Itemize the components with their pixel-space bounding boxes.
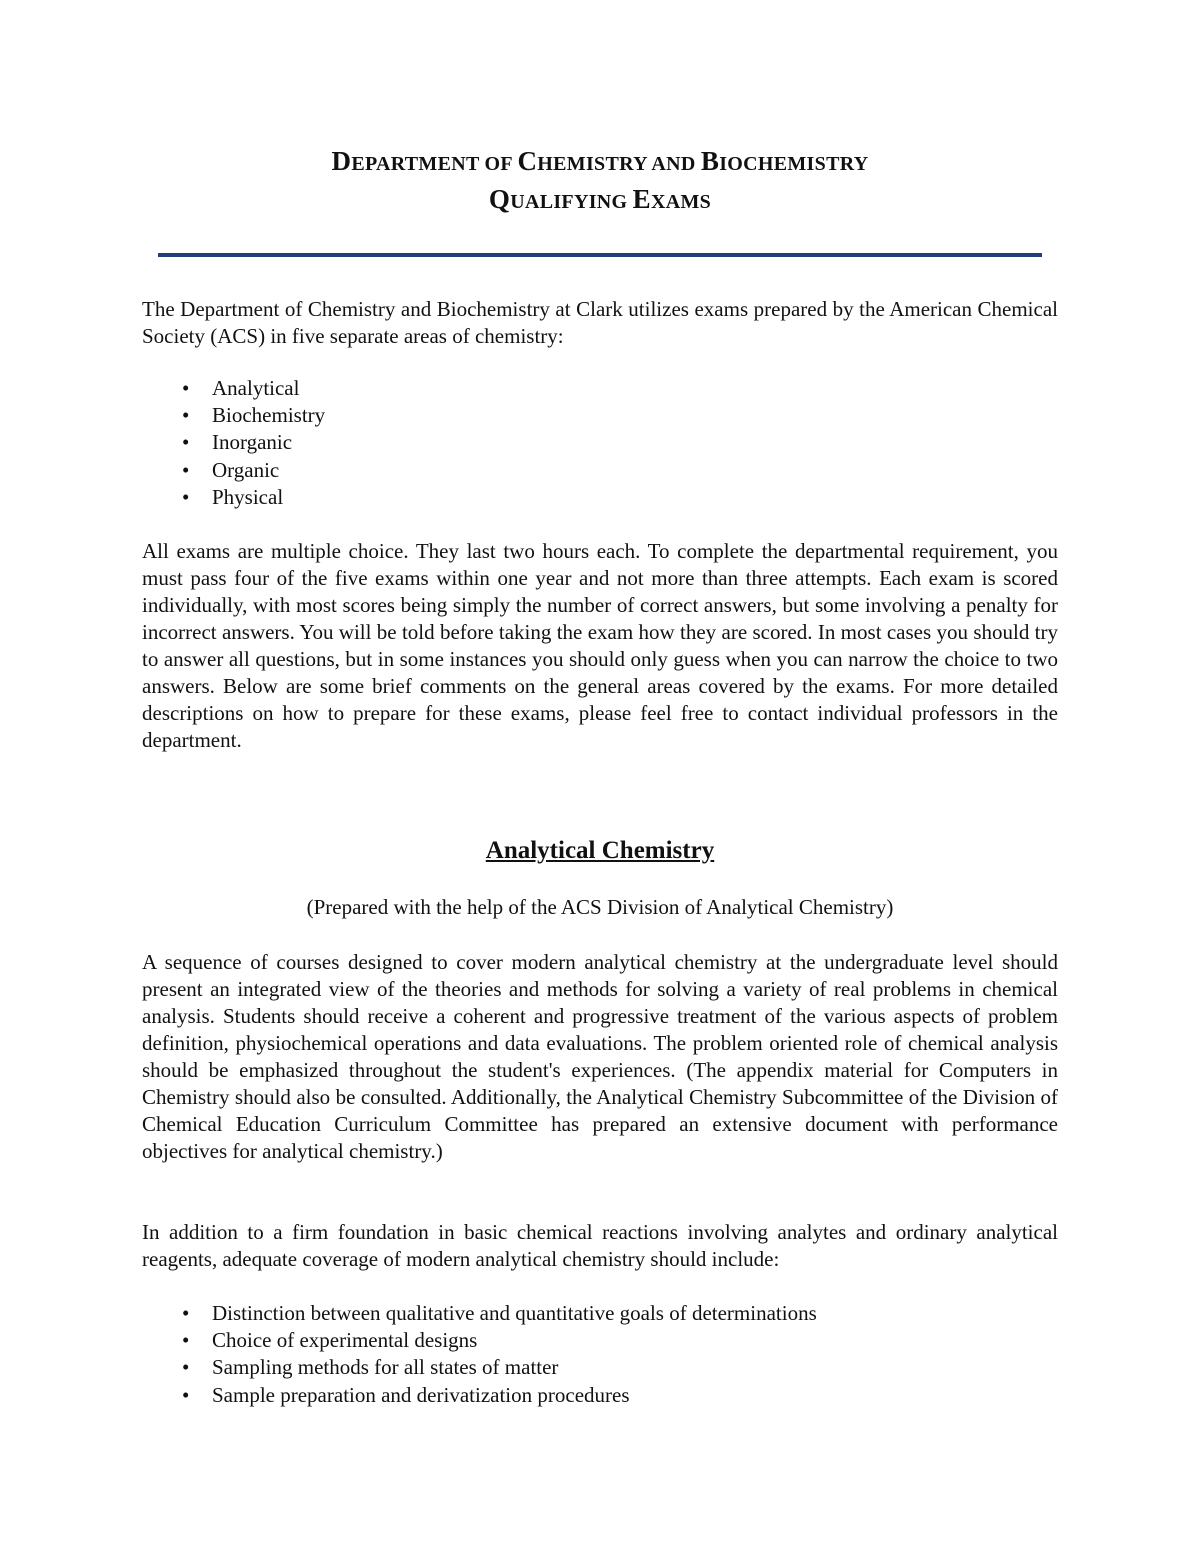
title-initial: Q xyxy=(488,184,511,214)
list-item-text: Physical xyxy=(212,484,284,509)
list-item-text: Distinction between qualitative and quantitative goals of determinations xyxy=(212,1301,817,1325)
bullet-icon: • xyxy=(182,430,190,455)
section-heading-analytical: Analytical Chemistry xyxy=(485,837,715,864)
page-title-line-1 xyxy=(0,146,1200,177)
list-item-text: Inorganic xyxy=(212,430,293,455)
list-item xyxy=(142,375,325,402)
title-smallcaps: IOCHEMISTRY xyxy=(719,153,869,175)
list-item-text: Sampling methods for all states of matter xyxy=(212,1355,559,1380)
list-item xyxy=(142,429,325,456)
list-item xyxy=(142,484,325,511)
intro-paragraph: The Department of Chemistry and Biochemistry at Clark utilizes exams prepared by the American Chemical Society (ACS) in five separate areas of chemistry: xyxy=(142,297,1058,348)
list-item xyxy=(142,1327,817,1354)
title-divider xyxy=(158,253,1042,257)
list-item-text: Organic xyxy=(212,457,280,482)
bullet-icon: • xyxy=(182,403,190,428)
analytical-paragraph-2: In addition to a firm foundation in basic chemical reactions involving analytes and ordinary analytical reagents, adequate coverage of modern analytical chemistry should include: xyxy=(142,1220,1058,1271)
title-initial: E xyxy=(632,184,651,214)
bullet-icon: • xyxy=(182,376,190,400)
coverage-list xyxy=(142,1300,817,1409)
bullet-icon: • xyxy=(182,1382,190,1407)
exams-paragraph: All exams are multiple choice. They last two hours each. To complete the departmental requirement, you must pass four of the five exams within one year and not more than three attempts. Each exam is scored individually, with most scores being simply the number of correct answers, but some involving a penalty for incorrect answers. You will be told before taking the exam how they are scored. In most cases you should try to answer all questions, but in some instances you should only guess when you can narrow the choice to two answers. Below are some brief comments on the general areas covered by the exams. For more detailed descriptions on how to prepare for these exams, please feel free to contact individual professors in the department. xyxy=(142,539,1058,752)
list-item xyxy=(142,1300,817,1327)
list-item xyxy=(142,457,325,484)
page-title-line-2 xyxy=(0,184,1200,215)
analytical-paragraph-1: A sequence of courses designed to cover modern analytical chemistry at the undergraduate level should present an integrated view of the theories and methods for solving a variety of real problems in chemical analysis. Students should receive a coherent and progressive treatment of the various aspects of problem definition, physiochemical operations and data evaluations. The problem oriented role of chemical analysis should be emphasized throughout the student's experiences. (The appendix material for Computers in Chemistry should also be consulted. Additionally, the Analytical Chemistry Subcommittee of the Division of Chemical Education Curriculum Committee has prepared an extensive document with performance objectives for analytical chemistry.) xyxy=(142,950,1058,1163)
list-item xyxy=(142,402,325,429)
list-item xyxy=(142,1382,817,1409)
list-item xyxy=(142,1354,817,1381)
bullet-icon: • xyxy=(182,457,190,482)
list-item-text: Analytical xyxy=(212,376,300,400)
title-smallcaps: UALIFYING xyxy=(510,191,633,213)
list-item-text: Choice of experimental designs xyxy=(212,1328,478,1353)
title-smallcaps: EPARTMENT OF xyxy=(351,153,518,175)
section-note: (Prepared with the help of the ACS Division of Analytical Chemistry) xyxy=(306,895,894,919)
title-initial: C xyxy=(517,146,538,176)
title-smallcaps: XAMS xyxy=(650,191,712,213)
list-item-text: Sample preparation and derivatization procedures xyxy=(212,1382,630,1407)
bullet-icon: • xyxy=(182,1328,190,1353)
title-initial: B xyxy=(700,146,720,176)
bullet-icon: • xyxy=(182,484,190,509)
title-smallcaps: HEMISTRY AND xyxy=(537,153,701,175)
exam-areas-list xyxy=(142,375,325,511)
list-item-text: Biochemistry xyxy=(212,403,326,428)
bullet-icon: • xyxy=(182,1355,190,1380)
title-initial: D xyxy=(331,146,352,176)
bullet-icon: • xyxy=(182,1301,190,1325)
